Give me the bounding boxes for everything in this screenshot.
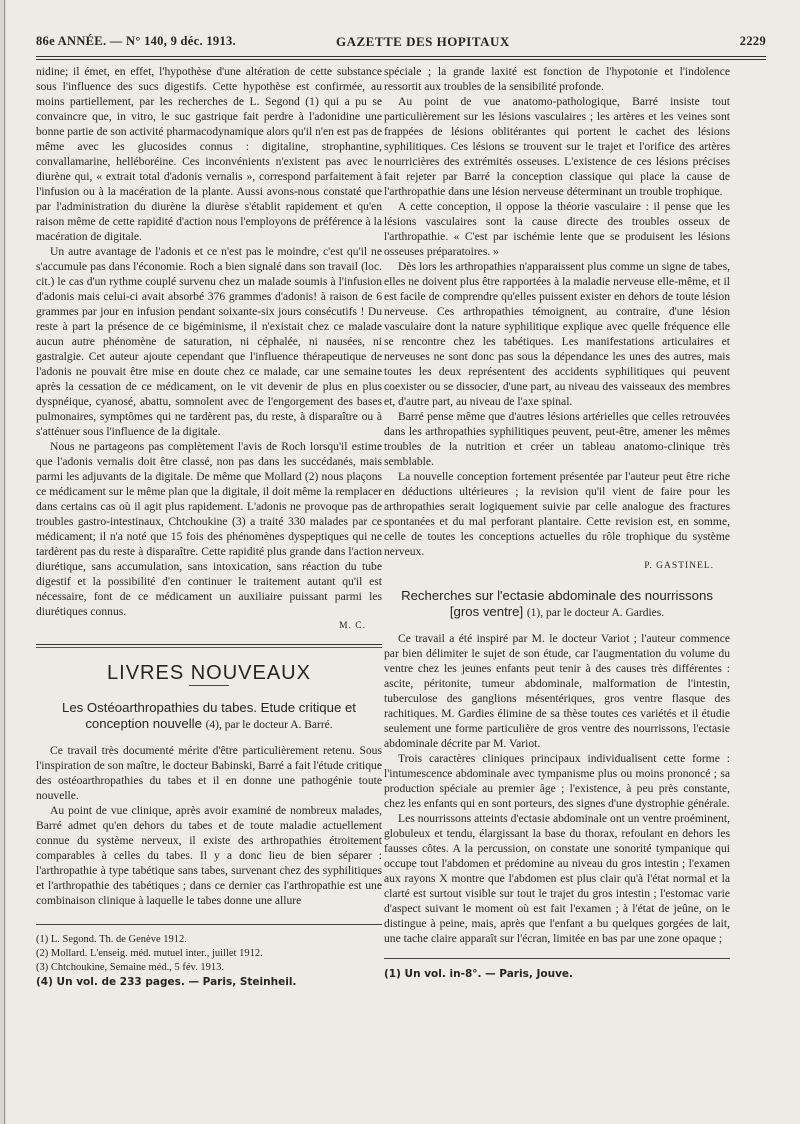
paragraph: Au point de vue anatomo-pathologique, Barré insiste tout particulièrement sur les lésions vasculaires ; les artères et les veines sont frappées de lésions oblitérantes qui portent le cachet des lésions syphilitiques. Ces lésions se trouvent sur le trajet et l'orifice des artères nourricières des extrémités osseuses. L'existence de ces lésions précises fait rejeter par Barré la conception classique qui place la cause de l'arthropathie dans une lésion nerveuse déterminant un trouble trophique. bbox=[384, 95, 730, 198]
binding-line bbox=[4, 0, 5, 1124]
page-binding-edge bbox=[0, 0, 6, 1124]
header-rule bbox=[36, 56, 766, 57]
paragraph: Les nourrissons atteints d'ectasie abdominale ont un ventre proéminent, globuleux et tendu, élargissant la base du thorax, refoulant en dehors les fausses côtes. A la percussion, on constate une sonorité tympanique qui occupe tout l'abdomen et prédomine au niveau du gros intestin ; l'examen aux rayons X montre que l'abdomen est plus clair qu'à l'état normal et la clarté est surtout visible sur tout le trajet du gros intestin ; l'estomac varie d'aspect suivant le moment où est fait l'examen ; à l'état de jeûne, on le distingue à peine, mais, après que l'enfant a bu quelques gorgées de lait, une tache claire apparaît sur l'écran, limitée en bas par une zone opaque ; bbox=[384, 812, 730, 945]
section-title: LIVRES NOUVEAUX bbox=[107, 662, 311, 684]
article-byline: (1), par le docteur A. Gardies. bbox=[526, 607, 665, 619]
page-header bbox=[36, 34, 766, 52]
paragraph: Nous ne partageons pas complètement l'avis de Roch lorsqu'il estime que l'adonis vernalis doit être classé, non pas dans les succédanés, mais parmi les adjuvants de la digitale. De même que Mollard (2) nous plaçons ce médicament sur le même plan que la digitale, il doit même la remplacer dans certains cas où il agit plus rapidement. L'adonis ne provoque pas de troubles gastro-intestinaux, Chtchoukine (3) a traité 330 malades par ce médicament; il n'a noté que 15 fois des phénomènes dyspeptiques qui ne tardèrent pas du reste à disparaître. Cette rapidité plus grande dans l'action diurétique, sans accumulation, sans intoxication, sans réaction du tube digestif et la possibilité d'en continuer le traitement autant qu'il est nécessaire, font de ce médicament un auxiliaire puissant parmi les diurétiques connus. bbox=[36, 440, 382, 618]
left-column bbox=[36, 64, 382, 989]
article-title bbox=[392, 588, 722, 621]
paragraph: Un autre avantage de l'adonis et ce n'est pas le moindre, c'est qu'il ne s'accumule pas dans l'économie. Roch a bien signalé dans son travail (loc. cit.) le cas d'un rythme couplé survenu chez un malade soumis à l'infusion d'adonis mais celui-ci avait absorbé 376 grammes d'adonis! à raison de 6 grammes par jour en infusion pendant soixante-six jours consécutifs ! Du reste à part la présence de ce bigéminisme, il n'existait chez ce malade aucun autre phénomène de saturation, ni céphalée, ni nausées, ni gastralgie. Cet auteur ajoute cependant que l'influence thérapeutique de l'adonis ne pouvait être mise en doute chez ce malade, car une semaine après la cessation de ce médicament, on le vit devenir de plus en plus dyspnéique, cyanosé, abattu, somnolent avec de l'engorgement des bases pulmonaires, symptômes qui ne tardèrent pas, du reste, à disparaître ou à s'atténuer sous l'influence de la digitale. bbox=[36, 245, 382, 438]
paragraph: Ce travail très documenté mérite d'être particulièrement retenu. Sous l'inspiration de son maître, le docteur Babinski, Barré a fait l'étude critique des ostéoarthropathies du tabes et il en donne une pathogénie toute nouvelle. bbox=[36, 744, 382, 802]
footnote-rule bbox=[36, 924, 382, 925]
section-divider bbox=[36, 644, 382, 645]
page-number: 2229 bbox=[739, 34, 766, 48]
article-title-text: Recherches sur l'ectasie abdominale des nourrissons [gros ventre] bbox=[401, 588, 713, 619]
paragraph: A cette conception, il oppose la théorie vasculaire : il pense que les lésions vasculaires sont la cause directe des troubles osseux de l'arthropathie. « C'est par ischémie lente que se produisent les lésions osseuses préparatoires. » bbox=[384, 200, 730, 258]
paragraph: spéciale ; la grande laxité est fonction de l'hypotonie et l'indolence ressortit aux troubles de la sensibilité profonde. bbox=[384, 65, 730, 93]
title-underline bbox=[189, 685, 229, 686]
footnote: (3) Chtchoukine, Semaine méd., 5 fév. 1913. bbox=[36, 962, 224, 973]
paragraph: Au point de vue clinique, après avoir examiné de nombreux malades, Barré admet qu'en dehors du tabes et de toute maladie actuellement connue du système nerveux, il existe des arthropathies étroitement comparables à celles du tabes. Il y a donc lieu de bien séparer : l'arthropathie à type tabétique sans tabes, survenant chez des syphilitiques et l'arthropathie des tabétiques ; dans ce dernier cas l'arthropathie est une combinaison clinique à laquelle le tabes donne une allure bbox=[36, 804, 382, 907]
article-title-text: Les Ostéoarthropathies du tabes. Etude critique et conception nouvelle bbox=[62, 700, 356, 731]
right-column bbox=[384, 64, 730, 981]
paragraph: nidine; il émet, en effet, l'hypothèse d'une altération de cette substance sous l'influence des sucs digestifs. Cette hypothèse est confirmée, au moins partiellement, par les recherches de L. Segond (1) qui a pu se convaincre que, in vitro, le suc gastrique fait perdre à l'adonidine une bonne partie de son activité pharmacodynamique alors qu'il n'en est pas de même avec les glucosides connus : digitaline, strophantine, convallamarine, helléboréine. Ces inconvénients n'existent pas avec le diurène qui, « extrait total d'adonis vernalis », correspond parfaitement à l'infusion ou à la macération de la plante. Aussi avons-nous constaté que par l'administration du diurène la diurèse s'établit rapidement et qu'en raison même de cette rapidité d'action nous l'employons de préférence à la macération de digitale. bbox=[36, 65, 382, 243]
footnote: (1) L. Segond. Th. de Genève 1912. bbox=[36, 934, 187, 945]
footnote: (1) Un vol. in-8°. — Paris, Jouve. bbox=[384, 968, 574, 980]
paragraph: Dès lors les arthropathies n'apparaissent plus comme un signe de tabes, elles ne doivent plus être rapportées à la maladie nerveuse elle-même, et il est facile de comprendre qu'elles puissent exister en dehors de toute lésion nerveuse. Ces arthropathies témoignent, au contraire, d'une lésion vasculaire dont la nature syphilitique explique avec quelle fréquence elle se rencontre chez les tabétiques. Les manifestations articulaires et nerveuses ne sont donc pas sous la dépendance les unes des autres, mais toutes les deux représentent des accidents syphilitiques qui peuvent coexister ou se dissocier, d'une part, au niveau des vaisseaux des membres et, d'autre part, au niveau de l'axe spinal. bbox=[384, 260, 730, 408]
footnote: (4) Un vol. de 233 pages. — Paris, Steinheil. bbox=[36, 976, 297, 988]
paragraph: Trois caractères cliniques principaux individualisent cette forme : l'intumescence abdominale avec tympanisme plus ou moins prononcé ; sa production spéciale au premier âge ; l'existence, à peu près constante, chez les enfants qui en sont porteurs, des signes d'une dystrophie générale. bbox=[384, 752, 730, 810]
article-title bbox=[44, 700, 374, 733]
footnote-rule bbox=[384, 958, 730, 959]
author-signature: P. GASTINEL. bbox=[644, 561, 714, 571]
section-divider-thin bbox=[36, 647, 382, 648]
header-rule-double bbox=[36, 59, 766, 60]
paragraph: Barré pense même que d'autres lésions artérielles que celles retrouvées dans les arthropathies syphilitiques peuvent, peut-être, amener les mêmes troubles de la nutrition et créer un tableau anatomo-clinique très semblable. bbox=[384, 410, 730, 468]
article-byline: (4), par le docteur A. Barré. bbox=[205, 719, 333, 731]
paragraph: La nouvelle conception fortement présentée par l'auteur peut être riche en déductions ultérieures ; la revision qu'il vient de faire pour les arthropathies serait logiquement suivie par celle analogue des fractures spontanées et du mal perforant plantaire. Cette revision est, en somme, celle de toutes les conceptions actuelles du rôle trophique du système nerveux. bbox=[384, 470, 730, 558]
paragraph: Ce travail a été inspiré par M. le docteur Variot ; l'auteur commence par bien délimiter le sujet de son étude, car l'augmentation du volume du ventre chez les jeunes enfants peut tenir à des causes très différentes : ascite, péritonite, tumeur abdominale, malformation de l'intestin, tuberculose des ganglions mésentériques, gros ventre flasque des rachitiques. M. Gardies élimine de sa thèse toutes ces variétés et il étudie seulement une forme particulière de gros ventre des nourrissons, l'ectasie abdominale décrite par M. Variot. bbox=[384, 632, 730, 750]
footnote: (2) Mollard. L'enseig. méd. mutuel inter., juillet 1912. bbox=[36, 948, 263, 959]
journal-title: GAZETTE DES HOPITAUX bbox=[336, 34, 510, 49]
author-signature: M. C. bbox=[339, 621, 366, 631]
issue-info: 86e ANNÉE. — N° 140, 9 déc. 1913. bbox=[36, 34, 236, 48]
